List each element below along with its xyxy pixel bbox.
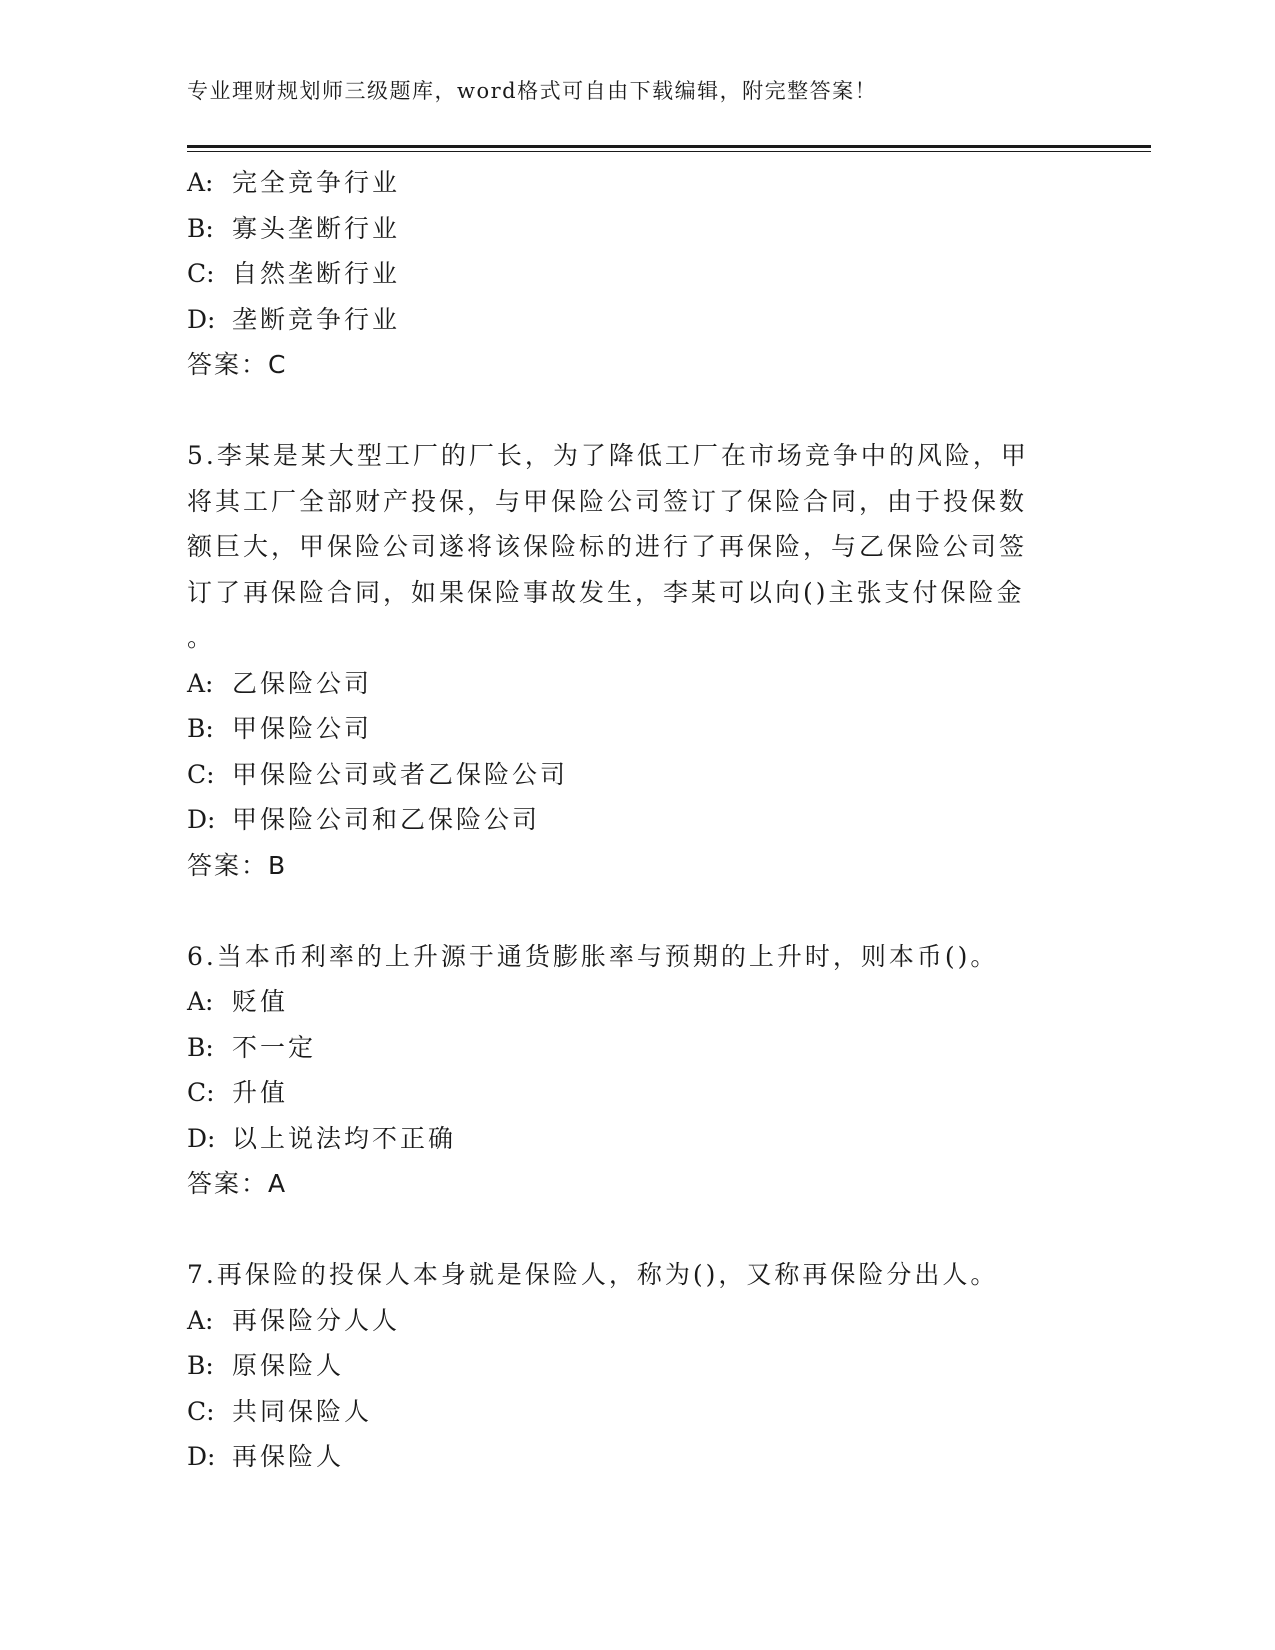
option-key: C:: [187, 1396, 215, 1426]
question-7-options: [187, 1298, 1067, 1480]
option-text: 乙保险公司: [232, 668, 373, 698]
option-b: [187, 706, 1067, 752]
option-key: C:: [187, 1078, 215, 1107]
option-key: D:: [187, 1442, 216, 1471]
option-a: [187, 979, 1067, 1025]
question-4-options: [187, 160, 1067, 342]
option-text: 自然垄断行业: [232, 259, 401, 288]
question-5-options: [187, 661, 1067, 843]
option-text: 贬值: [232, 987, 289, 1016]
option-key: C:: [187, 259, 215, 288]
option-key: A:: [187, 987, 214, 1016]
header-divider-thick: [187, 145, 1151, 148]
option-text: 原保险人: [232, 1351, 345, 1380]
question-6-options: [187, 979, 1067, 1161]
question-6-answer: 答案：A: [187, 1169, 288, 1198]
question-6-stem: [187, 934, 1067, 980]
option-d: [187, 297, 1067, 343]
page-header-title: 专业理财规划师三级题库，word格式可自由下载编辑，附完整答案！: [187, 79, 878, 103]
option-key: B:: [187, 1032, 214, 1062]
stem-line: 。: [187, 623, 216, 652]
option-text: 寡头垄断行业: [232, 213, 401, 243]
option-key: B:: [187, 714, 214, 743]
option-d: [187, 1434, 1067, 1480]
option-key: B:: [187, 213, 214, 243]
option-a: [187, 661, 1067, 707]
stem-line: 额巨大，甲保险公司遂将该保险标的进行了再保险，与乙保险公司签: [187, 532, 1028, 561]
spacer: [187, 388, 1067, 434]
question-5-stem: [187, 433, 1067, 661]
option-b: [187, 1343, 1067, 1389]
option-a: [187, 160, 1067, 206]
spacer: [187, 888, 1067, 934]
spacer: [187, 1207, 1067, 1253]
option-text: 甲保险公司和乙保险公司: [232, 805, 541, 834]
option-b: [187, 206, 1067, 252]
option-d: [187, 797, 1067, 843]
option-text: 共同保险人: [232, 1396, 373, 1426]
option-text: 甲保险公司或者乙保险公司: [232, 759, 569, 789]
option-c: [187, 1389, 1067, 1435]
question-content: [187, 160, 1067, 1480]
option-key: A:: [187, 668, 214, 698]
option-text: 升值: [232, 1078, 289, 1107]
option-key: C:: [187, 759, 215, 789]
option-text: 完全竞争行业: [232, 168, 401, 197]
option-c: [187, 1070, 1067, 1116]
option-text: 再保险分人人: [232, 1305, 401, 1335]
option-key: A:: [187, 1305, 214, 1335]
question-7-stem: [187, 1252, 1067, 1298]
question-4-answer: 答案：C: [187, 350, 288, 379]
option-key: D:: [187, 805, 216, 834]
option-a: [187, 1298, 1067, 1344]
option-text: 甲保险公司: [232, 714, 373, 743]
option-key: D:: [187, 304, 216, 334]
option-text: 垄断竞争行业: [232, 304, 401, 334]
option-key: D:: [187, 1123, 216, 1153]
stem-line: 订了再保险合同，如果保险事故发生，李某可以向()主张支付保险金: [187, 577, 1025, 607]
option-text: 不一定: [232, 1032, 317, 1062]
header-divider-thin: [187, 151, 1151, 152]
stem-line: 7.再保险的投保人本身就是保险人，称为()，又称再保险分出人。: [187, 1260, 999, 1289]
option-c: [187, 752, 1067, 798]
stem-line: 5.李某是某大型工厂的厂长，为了降低工厂在市场竞争中的风险，甲: [187, 441, 1029, 470]
option-c: [187, 251, 1067, 297]
option-key: A:: [187, 168, 214, 197]
option-text: 以上说法均不正确: [232, 1123, 457, 1153]
question-5-answer: 答案：B: [187, 850, 288, 880]
option-d: [187, 1116, 1067, 1162]
option-text: 再保险人: [232, 1442, 345, 1471]
option-key: B:: [187, 1351, 214, 1380]
stem-line: 6.当本币利率的上升源于通货膨胀率与预期的上升时，则本币()。: [187, 941, 999, 971]
stem-line: 将其工厂全部财产投保，与甲保险公司签订了保险合同，由于投保数: [187, 486, 1028, 516]
option-b: [187, 1025, 1067, 1071]
